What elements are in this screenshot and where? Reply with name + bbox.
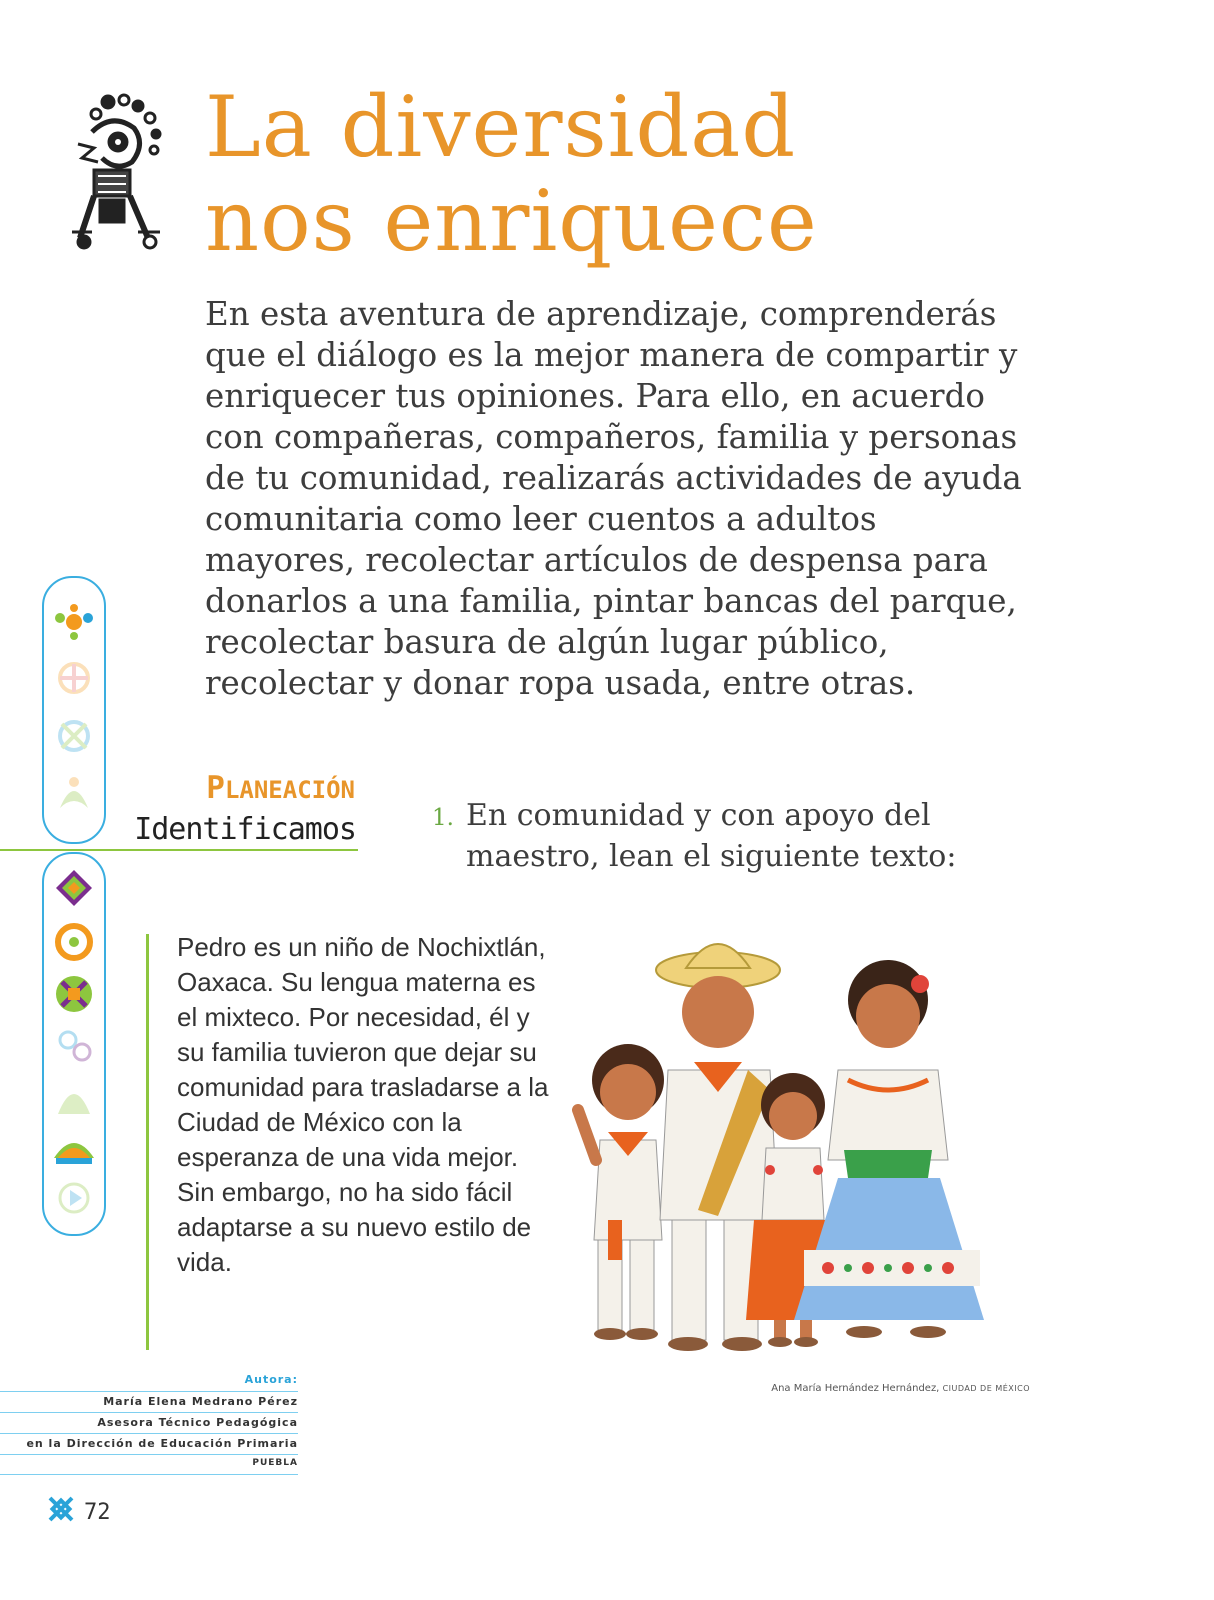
author-state: PUEBLA — [252, 1458, 298, 1468]
page-title — [205, 80, 818, 268]
author-rule — [0, 1454, 298, 1455]
phase-icons-top — [44, 578, 104, 842]
phase-icons-bottom — [44, 854, 104, 1234]
story-text: Pedro es un niño de Nochixtlán, Oaxaca. Su lengua materna es el mixteco. Por necesidad, él y su familia tuvieron que dejar su comunidad para trasladarse a la Ciudad de México con la esperanza de una vida mejor. Sin embargo, no ha sido fácil adaptarse a su nuevo estilo de vida. — [177, 932, 549, 1277]
phase-heading-rest: LANEACIÓN — [224, 776, 355, 804]
author-role: Asesora Técnico Pedagógica — [97, 1416, 298, 1429]
intro-paragraph: En esta aventura de aprendizaje, comprenderás que el diálogo es la mejor manera de compartir y enriquecer tus opiniones. Para ello, en acuerdo con compañeras, compañeros, familia y personas de tu comunidad, realizarás actividades de ayuda comunitaria como leer cuentos a adultos mayores, recolectar artículos de despensa para donarlos a una familia, pintar bancas del parque, recolectar basura de algún lugar público, recolectar y donar ropa usada, entre otras. — [205, 295, 1022, 702]
boy-figure — [578, 1044, 664, 1340]
title-line-2: nos enriquece — [205, 172, 818, 270]
author-name: María Elena Medrano Pérez — [103, 1395, 298, 1408]
phase-strip-bottom — [42, 852, 106, 1236]
spiral-icon — [58, 926, 90, 958]
illustrator-name: Ana María Hernández Hernández, — [771, 1383, 940, 1394]
cross-knot-icon — [46, 1494, 76, 1524]
illustration-credit — [730, 1383, 1030, 1394]
flower-icon — [55, 604, 93, 640]
phase-strip-top — [42, 576, 106, 844]
faded-lotus-icon — [58, 1094, 90, 1114]
illustrator-place: CIUDAD DE MÉXICO — [942, 1384, 1030, 1393]
diamond-icon — [56, 870, 92, 906]
phase-heading-initial: P — [206, 770, 225, 806]
faded-chain-icon — [60, 1032, 90, 1060]
faded-leaf-icon — [60, 777, 88, 808]
faded-play-icon — [60, 1184, 88, 1212]
phase-heading — [150, 770, 355, 808]
square-cross-icon — [56, 976, 92, 1012]
woman-figure — [794, 960, 984, 1338]
fan-icon — [54, 1143, 94, 1164]
family-illustration — [548, 920, 998, 1360]
step-text: En comunidad y con apoyo del maestro, lean el siguiente texto: — [466, 798, 957, 874]
faded-knot-icon — [60, 664, 88, 692]
author-rule — [0, 1391, 298, 1392]
author-rule — [0, 1433, 298, 1434]
phase-subtitle: Identificamos — [134, 812, 356, 847]
author-label: Autora: — [244, 1373, 298, 1386]
author-office: en la Dirección de Educación Primaria — [26, 1437, 298, 1450]
story-rule — [146, 934, 149, 1350]
codex-glyph-icon — [72, 92, 164, 252]
author-rule — [0, 1412, 298, 1413]
faded-ring-icon — [60, 722, 88, 750]
author-rule — [0, 1474, 298, 1475]
title-line-1: La diversidad — [205, 78, 797, 176]
page-number: 72 — [84, 1500, 111, 1525]
step-number: 1. — [432, 805, 454, 831]
